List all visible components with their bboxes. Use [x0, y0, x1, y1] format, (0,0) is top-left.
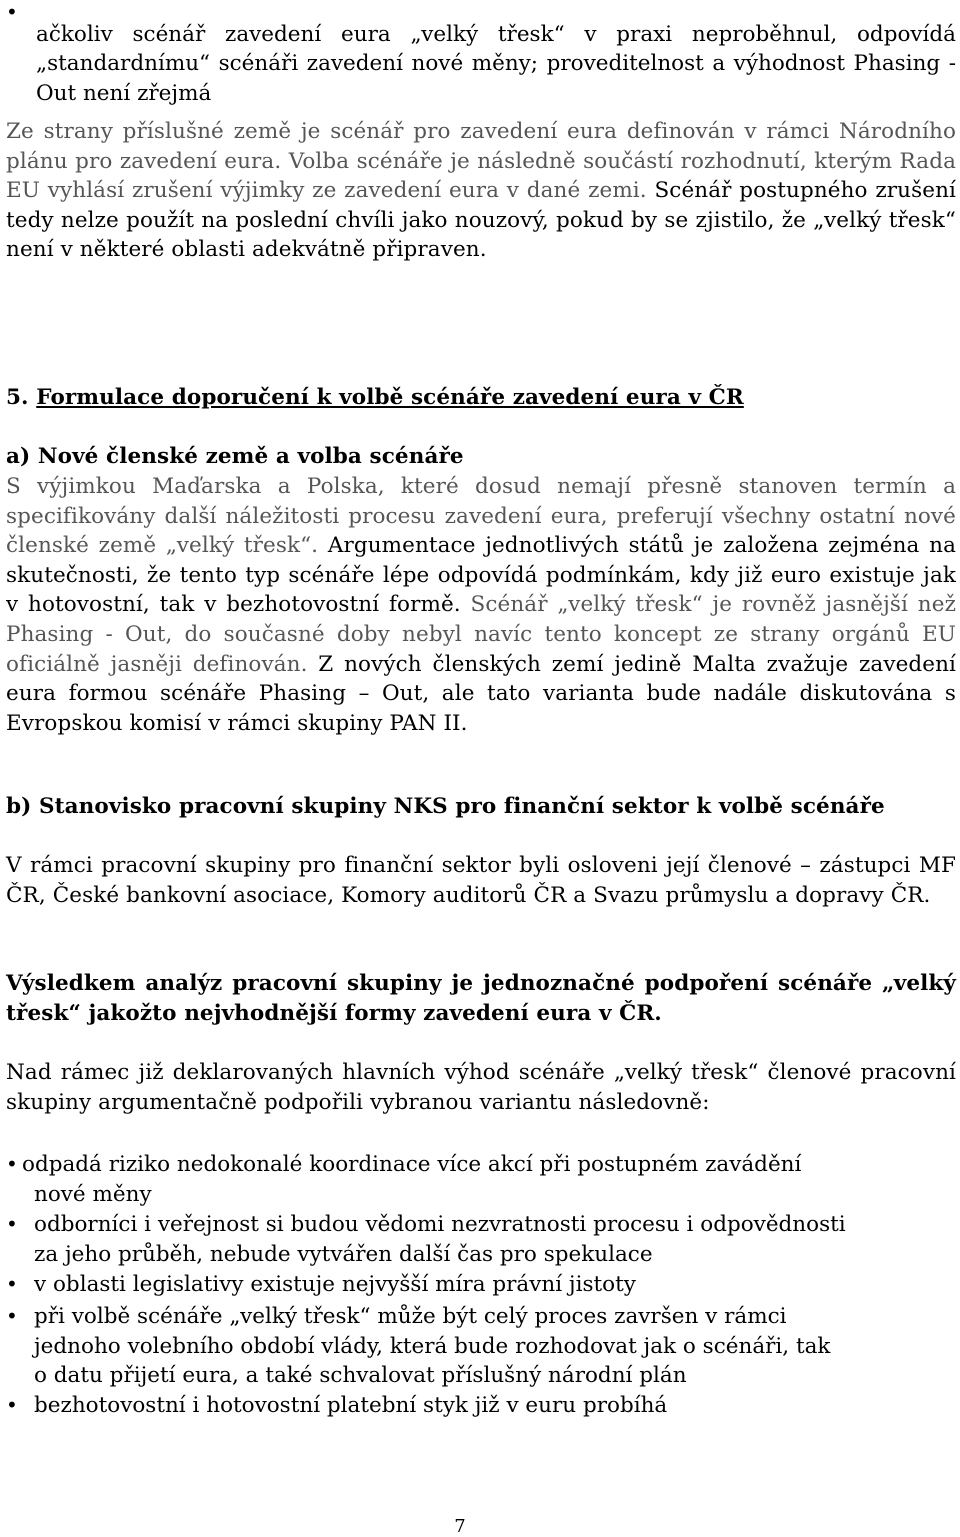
subsection-a-text-part: Argumentace jednotlivých států je založena zejména na skutečnosti, že tento typ scénáře lépe odpovídá podmínkám, kdy již euro existuje jak v hotovostní, tak v bezhotovostní formě. — [6, 533, 956, 618]
list-item-line: odborníci i veřejnost si budou vědomi nezvratnosti procesu i odpovědnosti — [34, 1212, 846, 1237]
list-item-line: nové měny — [34, 1181, 152, 1207]
list-item-line: za jeho průběh, nebude vytvářen další čas pro spekulace — [34, 1241, 653, 1267]
subsection-a-text-part: Z nových členských zemí jedině Malta zvažuje zavedení eura formou scénáře Phasing – Out, ale tato varianta bude nadále diskutována s Evropskou komisí v rámci skupiny PAN II. — [6, 651, 956, 736]
list-item-line: jednoho volebního období vlády, která bude rozhodovat jak o scénáři, tak — [34, 1333, 831, 1359]
subsection-a-heading: a) Nové členské země a volba scénáře — [6, 444, 464, 469]
list-item-line: o datu přijetí eura, a také schvalovat příslušný národní plán — [34, 1363, 687, 1389]
paragraph-scenario-definition — [6, 117, 956, 265]
list-item-line: v oblasti legislativy existuje nejvyšší míra právní jistoty — [34, 1272, 636, 1297]
conclusion-text: Výsledkem analýz pracovní skupiny je jednoznačné podpoření scénáře „velký třesk“ jakožto nejvhodnější formy zavedení eura v ČR. — [6, 971, 956, 1026]
list-item-line: při volbě scénáře „velký třesk“ může být celý proces završen v rámci — [34, 1304, 787, 1329]
bullet-marker: • — [6, 1152, 18, 1176]
section-title: Formulace doporučení k volbě scénáře zavedení eura v ČR — [36, 385, 744, 410]
list-item-line: bezhotovostní i hotovostní platební styk již v euru probíhá — [34, 1393, 668, 1418]
paragraph-text-gray: Ze strany příslušné země je scénář pro zavedení eura definován v rámci Národního plánu pro zavedení eura. Volba scénáře je následně součástí rozhodnutí, kterým Rada EU vyhlásí zrušení výjimky ze zavedení eura v dané zemi. — [6, 119, 956, 204]
subsection-a-text — [6, 472, 956, 738]
list-item-line: odpadá riziko nedokonalé koordinace více akcí při postupném zavádění — [22, 1152, 802, 1177]
subsection-a-text-part: Scénář „velký třesk“ je rovněž jasnější než Phasing - Out, do současné doby nebyl navíc tento koncept ze strany orgánů EU oficiálně jasněji definován. — [6, 592, 956, 677]
arguments-intro: Nad rámec již deklarovaných hlavních výhod scénáře „velký třesk“ členové pracovní skupiny argumentačně podpořili vybranou variantu následovně: — [6, 1060, 956, 1115]
subsection-a-text-part: S výjimkou Maďarska a Polska, které dosud nemají přesně stanoven termín a specifikovány další náležitosti procesu zavedení eura, preferují všechny ostatní nové členské země „velký třesk“. — [6, 474, 956, 559]
paragraph-text: Scénář postupného zrušení tedy nelze použít na poslední chvíli jako nouzový, pokud by se zjistilo, že „velký třesk“ není v některé oblasti adekvátně připraven. — [6, 178, 956, 263]
bullet-marker: • — [6, 1272, 18, 1296]
bullet-marker: • — [6, 1393, 18, 1417]
subsection-b-heading: b) Stanovisko pracovní skupiny NKS pro finanční sektor k volbě scénáře — [6, 794, 885, 819]
bullet-marker: • — [6, 1304, 18, 1328]
section-heading — [6, 383, 956, 413]
bullet-marker: • — [6, 1212, 18, 1236]
page-number: 7 — [454, 1516, 466, 1537]
intro-bullet-text: ačkoliv scénář zavedení eura „velký třesk“ v praxi neproběhnul, odpovídá „standardnímu“ scénáři zavedení nové měny; proveditelnost a výhodnost Phasing - Out není zřejmá — [36, 21, 956, 106]
bullet-marker: • — [6, 0, 18, 24]
section-number: 5. — [6, 385, 29, 410]
subsection-b-text: V rámci pracovní skupiny pro finanční sektor byli osloveni její členové – zástupci MF ČR, České bankovní asociace, Komory auditorů ČR a Svazu průmyslu a dopravy ČR. — [6, 853, 956, 908]
